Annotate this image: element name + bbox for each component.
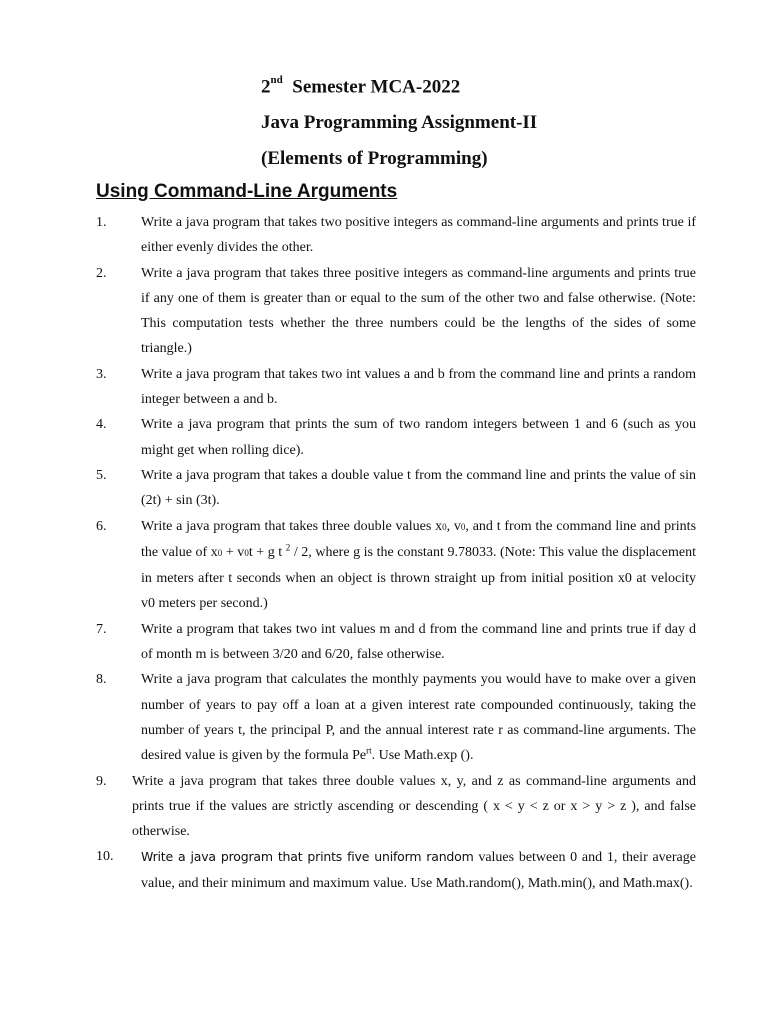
subscript: 0 [244,547,249,558]
question-item [96,617,696,668]
subscript: 0 [217,547,223,558]
question-number: 5. [96,467,107,483]
question-number: 3. [96,366,107,382]
question-text [141,672,696,763]
question-number: 10. [96,849,114,865]
question-text: Write a java program that prints the sum of two random integers between 1 and 6 (such as you might get when rolling dice). [141,417,696,458]
section-heading: Using Command-Line Arguments [96,181,398,202]
question-text-part: , and t from the command line and prints the value of x [141,518,697,560]
question-text-part: . Use Math.exp (). [371,748,474,764]
question-number: 8. [96,672,107,688]
question-number: 9. [96,773,107,789]
question-number: 4. [96,417,107,433]
question-number: 6. [96,518,107,534]
question-text-part: + v [222,544,245,560]
subscript: 0 [460,521,466,532]
question-item [96,463,696,514]
semester-title [261,76,460,98]
question-item [96,261,696,362]
assignment-title: Java Programming Assignment-II [261,112,538,133]
question-text-part: Write a java program that prints five uniform random [141,849,474,865]
question-number: 2. [96,265,107,281]
semester-text: Semester MCA-2022 [292,76,461,98]
question-text-part: Write a java program that takes three double values x [141,518,443,534]
question-item [96,769,696,845]
superscript: 2 [285,542,291,553]
question-number: 7. [96,621,107,637]
question-text: Write a java program that takes three positive integers as command-line arguments and prints true if any one of them is greater than or equal to the sum of the other two and false otherwise. (Note: This computation tests whether the three numbers could be the lengths of the sides of some triangle.) [141,265,696,357]
assignment-subtitle: (Elements of Programming) [261,148,488,169]
subscript: 0 [442,521,447,532]
question-item [96,362,696,413]
question-item [96,210,696,261]
semester-ordinal: nd [270,74,283,86]
question-text: Write a java program that takes a double value t from the command line and prints the value of sin (2t) + sin (3t). [141,467,696,509]
question-text-part: / 2, where g is the constant 9.78033. (Note: This value the displacement in meters after t seconds when an object is thrown straight up from initial position x0 at velocity v0 meters per second.) [141,544,696,612]
question-list [96,210,696,896]
question-text-part: Write a java program that calculates the monthly payments you would have to make over a given number of years to pay off a loan at a given interest rate compounded continuously, taking the number of years t, the principal P, and the annual interest rate r as command-line arguments. The desired value is given by the formula Pe [141,672,696,764]
question-item [96,412,696,463]
superscript: rt [366,745,372,756]
question-item [96,514,696,617]
question-text: Write a java program that takes two positive integers as command-line arguments and prints true if either evenly divides the other. [141,215,696,256]
question-text: Write a java program that takes two int values a and b from the command line and prints a random integer between a and b. [141,366,696,408]
question-text-part: values between 0 and 1, their average value, and their minimum and maximum value. Use Math.random(), Math.min(), and Math.max(). [141,850,696,891]
semester-number: 2 [261,76,271,98]
question-item [96,667,696,768]
question-text: Write a program that takes two int values m and d from the command line and prints true if day d of month m is between 3/20 and 6/20, false otherwise. [141,621,696,663]
question-text: Write a java program that takes three double values x, y, and z as command-line arguments and prints true if the values are strictly ascending or descending ( x < y < z or x > y > z ), and false otherwise. [132,773,696,840]
question-text [141,850,696,890]
question-text-part: t + g t [248,544,286,560]
question-number: 1. [96,215,107,230]
question-text-part: , v [446,518,461,534]
question-item [96,844,696,896]
question-text [141,519,696,612]
